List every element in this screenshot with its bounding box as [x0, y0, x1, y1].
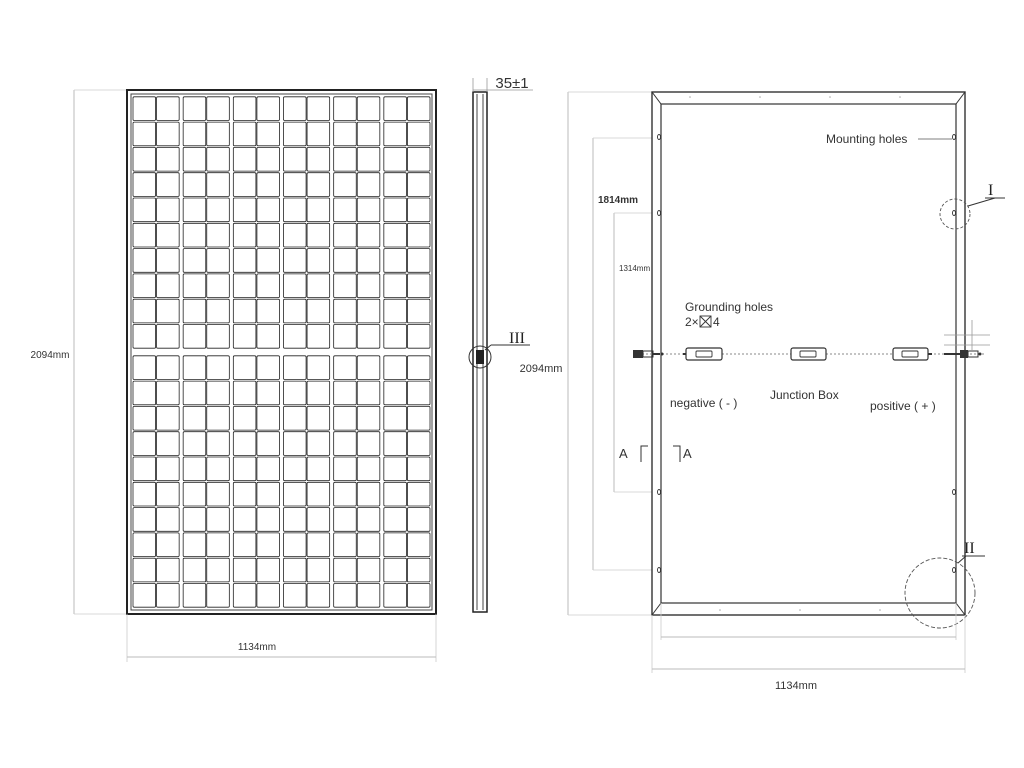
junction-box-negative — [683, 348, 722, 360]
solar-cell — [384, 223, 407, 247]
solar-cell — [133, 274, 156, 298]
solar-cell — [284, 198, 307, 222]
solar-cell — [207, 406, 230, 430]
detail-III-label: III — [509, 330, 525, 347]
solar-cell — [357, 198, 380, 222]
solar-cell — [334, 274, 357, 298]
solar-cell — [357, 482, 380, 506]
solar-cell — [233, 508, 256, 532]
solar-cell — [357, 147, 380, 171]
solar-cell — [407, 457, 430, 481]
solar-cell — [207, 508, 230, 532]
solar-cell — [357, 508, 380, 532]
solar-cell — [334, 533, 357, 557]
solar-cell — [133, 249, 156, 273]
solar-cell — [257, 249, 280, 273]
solar-cell — [207, 122, 230, 146]
solar-cell — [407, 584, 430, 608]
solar-cell — [257, 173, 280, 197]
solar-cell — [157, 356, 180, 380]
solar-cell — [183, 432, 206, 456]
solar-cell — [133, 299, 156, 323]
solar-cell — [133, 432, 156, 456]
solar-cell — [407, 249, 430, 273]
solar-cell — [357, 325, 380, 349]
solar-cell — [233, 223, 256, 247]
solar-cell — [207, 274, 230, 298]
solar-cell — [384, 122, 407, 146]
solar-cell — [384, 584, 407, 608]
solar-cell — [307, 173, 330, 197]
solar-cell — [207, 325, 230, 349]
solar-cell — [334, 508, 357, 532]
solar-cell — [384, 558, 407, 582]
solar-cell — [407, 274, 430, 298]
dim-1814-label: 1814mm — [598, 195, 639, 206]
section-mark-left — [641, 446, 648, 462]
solar-cell — [334, 223, 357, 247]
solar-cell — [157, 147, 180, 171]
solar-cell — [133, 508, 156, 532]
solar-cell — [334, 558, 357, 582]
solar-cell — [307, 223, 330, 247]
solar-cell — [157, 274, 180, 298]
solar-cell — [133, 457, 156, 481]
solar-cell — [307, 147, 330, 171]
solar-cell — [407, 97, 430, 121]
solar-cell — [334, 299, 357, 323]
solar-cell — [284, 558, 307, 582]
solar-cell — [157, 406, 180, 430]
solar-cell — [183, 147, 206, 171]
solar-cell — [357, 122, 380, 146]
solar-cell — [183, 584, 206, 608]
solar-cell — [157, 432, 180, 456]
solar-cell — [157, 508, 180, 532]
solar-cell — [133, 223, 156, 247]
solar-cell — [157, 122, 180, 146]
solar-cell — [257, 457, 280, 481]
solar-cell — [307, 325, 330, 349]
grounding-holes-label: Grounding holes — [685, 300, 774, 314]
solar-cell — [407, 122, 430, 146]
solar-cell — [257, 584, 280, 608]
solar-cell — [357, 356, 380, 380]
solar-cell — [133, 406, 156, 430]
detail-I-label: I — [988, 182, 994, 199]
solar-cell — [233, 406, 256, 430]
solar-cell — [384, 457, 407, 481]
solar-cell — [357, 432, 380, 456]
solar-cell — [284, 482, 307, 506]
solar-cell — [157, 173, 180, 197]
solar-cell — [334, 147, 357, 171]
solar-cell — [157, 223, 180, 247]
solar-cell — [257, 558, 280, 582]
thickness-label: 35±1 — [495, 75, 529, 92]
solar-cell — [357, 97, 380, 121]
solar-cell — [233, 356, 256, 380]
solar-cell — [357, 381, 380, 405]
positive-label: positive ( + ) — [870, 399, 936, 413]
mounting-holes-label: Mounting holes — [826, 132, 908, 146]
solar-cell — [384, 97, 407, 121]
solar-cell — [307, 122, 330, 146]
solar-cell — [307, 558, 330, 582]
solar-cell — [207, 356, 230, 380]
solar-cell — [307, 381, 330, 405]
solar-cell — [183, 325, 206, 349]
solar-cell — [233, 584, 256, 608]
solar-cell — [357, 274, 380, 298]
solar-cell — [183, 299, 206, 323]
solar-cell — [183, 381, 206, 405]
solar-cell — [284, 508, 307, 532]
solar-cell — [157, 457, 180, 481]
solar-cell — [207, 381, 230, 405]
solar-cell — [207, 173, 230, 197]
solar-cell — [233, 249, 256, 273]
solar-cell — [407, 381, 430, 405]
solar-cell — [233, 325, 256, 349]
solar-cell — [207, 558, 230, 582]
solar-cell — [284, 584, 307, 608]
solar-cell — [407, 325, 430, 349]
solar-cell — [257, 432, 280, 456]
solar-cell — [384, 406, 407, 430]
solar-cell — [357, 457, 380, 481]
solar-cell — [133, 356, 156, 380]
solar-cell — [157, 198, 180, 222]
solar-cell — [307, 508, 330, 532]
solar-cell — [257, 122, 280, 146]
solar-cell — [183, 198, 206, 222]
solar-cell — [407, 482, 430, 506]
solar-cell — [207, 457, 230, 481]
solar-cell — [384, 482, 407, 506]
solar-cell — [307, 274, 330, 298]
solar-cell — [307, 432, 330, 456]
solar-cell — [207, 482, 230, 506]
solar-cell — [357, 584, 380, 608]
solar-cell — [307, 406, 330, 430]
solar-cell — [257, 508, 280, 532]
solar-cell — [307, 457, 330, 481]
solar-cell — [407, 558, 430, 582]
front-width-label: 1134mm — [237, 642, 277, 653]
solar-cell — [183, 97, 206, 121]
solar-cell — [357, 173, 380, 197]
solar-cell — [233, 198, 256, 222]
solar-cell — [133, 584, 156, 608]
solar-cell — [233, 299, 256, 323]
solar-cell — [257, 274, 280, 298]
solar-cell — [183, 508, 206, 532]
solar-cell — [183, 223, 206, 247]
solar-cell — [207, 223, 230, 247]
solar-cell — [357, 533, 380, 557]
junction-box-label: Junction Box — [770, 388, 839, 402]
solar-cell — [307, 356, 330, 380]
solar-cell — [307, 533, 330, 557]
solar-cell — [133, 381, 156, 405]
solar-cell — [233, 122, 256, 146]
solar-cell — [133, 482, 156, 506]
solar-cell — [207, 533, 230, 557]
solar-cell — [407, 432, 430, 456]
solar-cell — [357, 406, 380, 430]
solar-cell — [384, 508, 407, 532]
solar-cell — [284, 249, 307, 273]
solar-cell — [384, 147, 407, 171]
solar-cell — [384, 325, 407, 349]
solar-cell — [407, 356, 430, 380]
grounding-spec-prefix: 2× — [685, 315, 699, 329]
front-view — [31, 90, 436, 662]
solar-cell — [284, 299, 307, 323]
solar-cell — [407, 223, 430, 247]
solar-cell — [207, 584, 230, 608]
section-a-right: A — [683, 446, 692, 461]
solar-cell — [157, 381, 180, 405]
solar-cell — [233, 274, 256, 298]
solar-cell — [334, 97, 357, 121]
junction-box-center — [791, 348, 826, 360]
solar-cell — [257, 97, 280, 121]
solar-cell — [334, 249, 357, 273]
solar-cell — [357, 249, 380, 273]
grounding-spec-suffix: 4 — [713, 315, 720, 329]
solar-cell — [307, 198, 330, 222]
solar-cell — [207, 249, 230, 273]
rear-width-label: 1134mm — [775, 680, 817, 692]
solar-cell — [257, 299, 280, 323]
solar-cell — [334, 457, 357, 481]
solar-cell — [284, 97, 307, 121]
solar-cell — [183, 122, 206, 146]
solar-cell — [384, 249, 407, 273]
solar-cell — [157, 325, 180, 349]
solar-cell — [307, 482, 330, 506]
solar-cell — [257, 406, 280, 430]
solar-cell — [233, 457, 256, 481]
solar-cell — [233, 147, 256, 171]
solar-cell — [284, 274, 307, 298]
solar-cell — [307, 584, 330, 608]
solar-cell — [133, 147, 156, 171]
solar-cell — [334, 482, 357, 506]
solar-cell — [284, 457, 307, 481]
solar-cell — [334, 381, 357, 405]
solar-cell — [384, 198, 407, 222]
solar-cell — [384, 173, 407, 197]
rear-view — [520, 92, 1005, 692]
solar-cell — [307, 97, 330, 121]
solar-cell — [233, 97, 256, 121]
solar-cell — [133, 173, 156, 197]
solar-cell — [157, 299, 180, 323]
solar-cell — [334, 432, 357, 456]
solar-cell — [157, 533, 180, 557]
solar-cell — [183, 406, 206, 430]
solar-cell — [257, 325, 280, 349]
solar-cell — [207, 299, 230, 323]
solar-cell — [407, 299, 430, 323]
solar-cell — [284, 173, 307, 197]
solar-cell — [257, 147, 280, 171]
solar-cell — [284, 533, 307, 557]
solar-cell — [384, 533, 407, 557]
solar-cell — [207, 147, 230, 171]
solar-cell — [133, 533, 156, 557]
solar-cell — [384, 356, 407, 380]
solar-cell — [257, 533, 280, 557]
solar-cell — [183, 533, 206, 557]
solar-cell — [334, 173, 357, 197]
detail-II-label: II — [964, 540, 975, 557]
solar-cell — [233, 381, 256, 405]
solar-cell — [384, 299, 407, 323]
section-a-left: A — [619, 446, 628, 461]
solar-cell — [133, 558, 156, 582]
solar-cell — [257, 198, 280, 222]
solar-cell — [334, 198, 357, 222]
solar-cell — [357, 558, 380, 582]
solar-cell — [284, 147, 307, 171]
solar-cell — [284, 223, 307, 247]
dim-1314-label: 1314mm — [619, 264, 651, 273]
solar-cell — [157, 97, 180, 121]
solar-cell — [334, 325, 357, 349]
solar-cell — [257, 223, 280, 247]
solar-cell — [257, 356, 280, 380]
solar-cell — [407, 533, 430, 557]
solar-cell — [284, 325, 307, 349]
solar-cell — [334, 584, 357, 608]
front-height-label: 2094mm — [30, 350, 70, 361]
rear-height-label: 2094mm — [519, 363, 563, 375]
solar-cell — [183, 558, 206, 582]
solar-cell — [157, 249, 180, 273]
solar-cell — [284, 356, 307, 380]
solar-cell — [133, 198, 156, 222]
solar-cell — [407, 508, 430, 532]
solar-cell — [233, 432, 256, 456]
solar-cell — [183, 249, 206, 273]
solar-cell — [157, 482, 180, 506]
solar-cell — [133, 97, 156, 121]
solar-cell — [407, 406, 430, 430]
junction-box-positive — [893, 348, 932, 360]
solar-cell — [407, 173, 430, 197]
solar-cell — [407, 198, 430, 222]
solar-cell — [183, 457, 206, 481]
negative-label: negative ( - ) — [670, 396, 738, 410]
solar-cell — [334, 122, 357, 146]
solar-cell — [183, 274, 206, 298]
solar-cell — [284, 122, 307, 146]
solar-cell — [384, 274, 407, 298]
solar-cell — [183, 482, 206, 506]
solar-cell — [257, 482, 280, 506]
solar-cell — [334, 406, 357, 430]
solar-cell — [284, 432, 307, 456]
solar-cell — [284, 381, 307, 405]
solar-cell — [207, 198, 230, 222]
solar-cell — [207, 97, 230, 121]
solar-cell — [133, 122, 156, 146]
solar-cell — [233, 173, 256, 197]
solar-cell — [284, 406, 307, 430]
solar-cell — [357, 299, 380, 323]
solar-cell — [233, 482, 256, 506]
solar-cell — [157, 558, 180, 582]
solar-cell — [207, 432, 230, 456]
solar-cell — [307, 249, 330, 273]
solar-cell — [407, 147, 430, 171]
side-view — [469, 75, 533, 612]
solar-cell — [257, 381, 280, 405]
solar-cell — [384, 381, 407, 405]
solar-cell — [233, 558, 256, 582]
solar-cell — [233, 533, 256, 557]
solar-cell — [183, 356, 206, 380]
solar-cell — [307, 299, 330, 323]
solar-cell — [384, 432, 407, 456]
solar-cell — [157, 584, 180, 608]
solar-cell — [334, 356, 357, 380]
solar-cell — [357, 223, 380, 247]
solar-cell — [133, 325, 156, 349]
solar-cell — [183, 173, 206, 197]
